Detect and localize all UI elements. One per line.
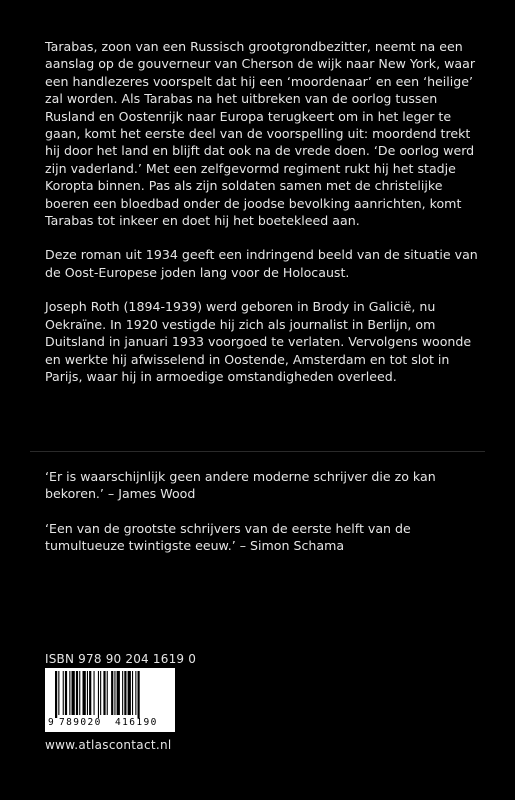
review-quotes (45, 468, 485, 572)
blurb-paragraph-synopsis: Tarabas, zoon van een Russisch grootgrondbezitter, neemt na een aanslag op de gouverneur van Cherson de wijk naar New York, waar een handlezeres voorspelt dat hij een ‘moordenaar’ en een ‘heilige’ zal worden. Als Tarabas na het uitbreken van de oorlog tussen Rusland en Oostenrijk naar Europa terugkeert om in het leger te gaan, komt het eerste deel van de voorspelling uit: moordend trekt hij door het land en blijft dat ook na de vrede doen. ‘De oorlog werd zijn vaderland.’ Met een zelfgevormd regiment rukt hij het stadje Koropta binnen. Pas als zijn soldaten samen met de christelijke boeren een bloedbad onder de joodse bevolking aanrichten, komt Tarabas tot inkeer en doet hij het boetekleed aan. (45, 39, 476, 229)
isbn-barcode (45, 668, 175, 732)
review-quote-simon-schama: ‘Een van de grootste schrijvers van de eerste helft van de tumultueuze twintigste eeuw.’ – Simon Schama (45, 520, 411, 554)
barcode-left-digits: 789020 (59, 717, 102, 728)
barcode-bars-graphic (45, 668, 175, 718)
blurb-paragraph-context: Deze roman uit 1934 geeft een indringend beeld van de situatie van de Oost-Europese joden lang voor de Holocaust. (45, 247, 478, 280)
book-blurb (45, 38, 485, 385)
barcode-digits (45, 717, 175, 731)
publisher-website[interactable]: www.atlascontact.nl (45, 738, 172, 752)
barcode-right-digits: 416190 (115, 717, 158, 728)
isbn-number: ISBN 978 90 204 1619 0 (45, 652, 197, 666)
section-divider (30, 451, 485, 452)
barcode-lead-digit: 9 (48, 717, 54, 728)
blurb-paragraph-author-bio: Joseph Roth (1894-1939) werd geboren in Brody in Galicië, nu Oekraïne. In 1920 vestigde hij zich als journalist in Berlijn, om Duitsland in januari 1933 voorgoed te verlaten. Vervolgens woonde en werkte hij afwisselend in Oostende, Amsterdam en tot slot in Parijs, waar hij in armoedige omstandigheden overleed. (45, 299, 472, 384)
review-quote-james-wood: ‘Er is waarschijnlijk geen andere moderne schrijver die zo kan bekoren.’ – James Wood (45, 469, 436, 502)
